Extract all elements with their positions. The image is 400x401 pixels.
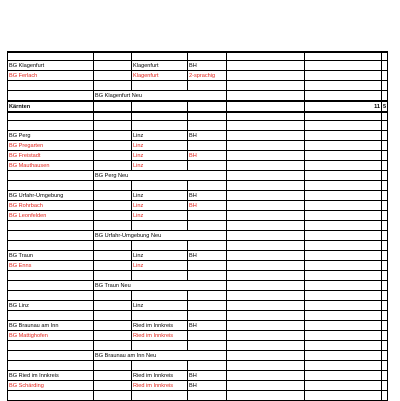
merged-court-row [8, 281, 388, 291]
empty-cell [94, 112, 132, 121]
empty-cell [188, 81, 227, 91]
empty-cell [227, 271, 305, 281]
court-name-cell: BG Perg [8, 131, 94, 141]
blank-row [8, 271, 388, 281]
empty-cell [132, 391, 188, 401]
empty-cell [8, 281, 94, 291]
empty-cell [132, 121, 188, 131]
empty-cell [8, 52, 94, 61]
empty-cell [305, 311, 382, 321]
empty-cell [305, 291, 382, 301]
empty-cell [382, 231, 388, 241]
empty-cell [227, 361, 305, 371]
empty-cell [132, 241, 188, 251]
merged-court-cell [94, 281, 227, 291]
empty-cell [382, 391, 388, 401]
empty-cell [227, 241, 305, 251]
blank-row [8, 391, 388, 401]
empty-cell [382, 291, 388, 301]
empty-cell [382, 221, 388, 231]
empty-cell [305, 52, 382, 61]
section-gap-row [8, 52, 388, 61]
court-row [8, 381, 388, 391]
court-name-cell: BG Rohrbach [8, 201, 94, 211]
note-cell: BH [188, 321, 227, 331]
spacer-cell [94, 321, 132, 331]
merged-court-cell [94, 171, 227, 181]
count-cell: 5 [382, 101, 388, 112]
court-name-cell: BG Urfahr-Umgebung [8, 191, 94, 201]
empty-cell [227, 221, 305, 231]
empty-cell [382, 311, 388, 321]
empty-cell [227, 52, 305, 61]
value-cell [227, 371, 305, 381]
note-cell [188, 141, 227, 151]
court-name-cell: BG Klagenfurt [8, 61, 94, 71]
court-name-cell: BG Leonfelden [8, 211, 94, 221]
spacer-cell [94, 331, 132, 341]
court-name-cell: BG Schärding [8, 381, 94, 391]
merged-court-row [8, 351, 388, 361]
empty-cell [132, 361, 188, 371]
empty-cell [188, 241, 227, 251]
spacer-cell [94, 211, 132, 221]
count-cell [382, 201, 388, 211]
count-cell [305, 371, 382, 381]
note-cell [188, 161, 227, 171]
count-cell [382, 191, 388, 201]
empty-cell [382, 181, 388, 191]
value-cell [227, 201, 305, 211]
empty-cell [227, 341, 305, 351]
value-cell [227, 261, 305, 271]
merged-court-label: BG Klagenfurt Neu [95, 93, 142, 99]
empty-cell [188, 221, 227, 231]
empty-cell [382, 171, 388, 181]
merged-court-cell [94, 351, 227, 361]
empty-cell [382, 351, 388, 361]
empty-cell [94, 291, 132, 301]
court-row [8, 201, 388, 211]
count-cell [382, 61, 388, 71]
count-cell [305, 261, 382, 271]
empty-cell [132, 81, 188, 91]
count-cell [382, 261, 388, 271]
blank-row [8, 311, 388, 321]
value-cell [227, 251, 305, 261]
count-cell [305, 211, 382, 221]
empty-cell [94, 181, 132, 191]
blank-row [8, 181, 388, 191]
value-cell [227, 211, 305, 221]
spacer-cell [94, 161, 132, 171]
count-cell [305, 131, 382, 141]
merged-court-cell [94, 231, 227, 241]
empty-cell [188, 112, 227, 121]
note-cell: BH [188, 381, 227, 391]
spacer-cell [94, 61, 132, 71]
empty-cell [305, 351, 382, 361]
empty-cell [382, 361, 388, 371]
empty-cell [382, 271, 388, 281]
court-name-cell: BG Ferlach [8, 71, 94, 81]
empty-cell [382, 52, 388, 61]
empty-cell [227, 112, 305, 121]
count-cell [382, 381, 388, 391]
value-cell [227, 101, 305, 112]
count-cell [305, 151, 382, 161]
empty-cell [8, 341, 94, 351]
empty-cell [227, 351, 305, 361]
empty-cell [227, 121, 305, 131]
region-cell: Klagenfurt [132, 71, 188, 81]
court-name-cell: BG Ried im Innkreis [8, 371, 94, 381]
value-cell [227, 61, 305, 71]
blank-row [8, 241, 388, 251]
empty-cell [227, 311, 305, 321]
count-cell [305, 141, 382, 151]
empty-cell [8, 391, 94, 401]
empty-cell [188, 391, 227, 401]
empty-cell [132, 52, 188, 61]
note-cell: BH [188, 191, 227, 201]
empty-cell [382, 81, 388, 91]
empty-cell [94, 271, 132, 281]
value-cell [227, 331, 305, 341]
court-row [8, 71, 388, 81]
count-cell [382, 211, 388, 221]
note-cell [188, 301, 227, 311]
empty-cell [188, 291, 227, 301]
empty-cell [8, 112, 94, 121]
region-cell: Linz [132, 301, 188, 311]
spacer-cell [94, 141, 132, 151]
note-cell [188, 211, 227, 221]
count-cell [382, 251, 388, 261]
court-row [8, 251, 388, 261]
empty-cell [382, 241, 388, 251]
region-cell: Linz [132, 151, 188, 161]
blank-row [8, 291, 388, 301]
count-cell [382, 161, 388, 171]
empty-cell [94, 221, 132, 231]
count-cell [382, 141, 388, 151]
empty-cell [188, 52, 227, 61]
empty-cell [305, 341, 382, 351]
empty-cell [8, 291, 94, 301]
empty-cell [227, 181, 305, 191]
court-name-cell: BG Enns [8, 261, 94, 271]
court-name-cell: BG Traun [8, 251, 94, 261]
empty-cell [132, 112, 188, 121]
empty-cell [94, 361, 132, 371]
empty-cell [132, 271, 188, 281]
empty-cell [132, 221, 188, 231]
count-cell: 11 [305, 101, 382, 112]
empty-cell [94, 341, 132, 351]
merged-court-label: BG Urfahr-Umgebung Neu [95, 233, 162, 239]
note-cell: BH [188, 251, 227, 261]
merged-court-cell [94, 91, 227, 102]
empty-cell [382, 112, 388, 121]
empty-cell [8, 241, 94, 251]
note-cell: BH [188, 151, 227, 161]
value-cell [227, 301, 305, 311]
note-cell [188, 101, 227, 112]
court-row [8, 301, 388, 311]
value-cell [227, 161, 305, 171]
empty-cell [132, 181, 188, 191]
empty-cell [227, 91, 305, 102]
empty-cell [227, 81, 305, 91]
blank-row [8, 361, 388, 371]
note-cell [188, 331, 227, 341]
empty-cell [8, 231, 94, 241]
empty-cell [305, 171, 382, 181]
spacer-cell [94, 131, 132, 141]
note-cell: BH [188, 371, 227, 381]
court-name-cell: BG Linz [8, 301, 94, 311]
blank-row [8, 81, 388, 91]
count-cell [382, 371, 388, 381]
empty-cell [305, 181, 382, 191]
value-cell [227, 131, 305, 141]
count-cell [305, 161, 382, 171]
region-cell: Ried im Innkreis [132, 381, 188, 391]
merged-court-label: BG Braunau am Inn Neu [95, 353, 157, 359]
empty-cell [8, 221, 94, 231]
empty-cell [188, 181, 227, 191]
value-cell [227, 321, 305, 331]
count-cell [305, 321, 382, 331]
court-row [8, 321, 388, 331]
empty-cell [305, 81, 382, 91]
empty-cell [188, 311, 227, 321]
count-cell [382, 301, 388, 311]
region-cell: Linz [132, 191, 188, 201]
empty-cell [94, 391, 132, 401]
spacer-cell [94, 71, 132, 81]
spacer-cell [94, 191, 132, 201]
empty-cell [132, 291, 188, 301]
note-cell: BH [188, 201, 227, 211]
region-cell: Ried im Innkreis [132, 331, 188, 341]
merged-court-label: BG Traun Neu [95, 283, 131, 289]
empty-cell [8, 121, 94, 131]
spacer-cell [94, 151, 132, 161]
region-cell: Linz [132, 211, 188, 221]
empty-cell [305, 91, 382, 102]
value-cell [227, 151, 305, 161]
empty-cell [227, 231, 305, 241]
court-name-cell: BG Mauthausen [8, 161, 94, 171]
empty-cell [382, 281, 388, 291]
state-name-cell: Kärnten [8, 101, 94, 112]
note-cell: BH [188, 131, 227, 141]
court-row [8, 331, 388, 341]
region-cell: Ried im Innkreis [132, 321, 188, 331]
court-row [8, 161, 388, 171]
empty-cell [382, 121, 388, 131]
court-row [8, 261, 388, 271]
empty-cell [305, 241, 382, 251]
empty-cell [227, 391, 305, 401]
note-cell: 2-sprachig [188, 71, 227, 81]
empty-cell [8, 351, 94, 361]
merged-court-row [8, 91, 388, 102]
merged-court-row [8, 171, 388, 181]
empty-cell [8, 271, 94, 281]
count-cell [382, 331, 388, 341]
note-cell [188, 261, 227, 271]
empty-cell [305, 221, 382, 231]
count-cell [382, 321, 388, 331]
court-name-cell: BG Pregarten [8, 141, 94, 151]
court-row [8, 191, 388, 201]
blank-row [8, 341, 388, 351]
empty-cell [305, 361, 382, 371]
empty-cell [382, 341, 388, 351]
merged-court-row [8, 231, 388, 241]
count-cell [305, 61, 382, 71]
region-cell: Linz [132, 201, 188, 211]
spacer-cell [94, 101, 132, 112]
value-cell [227, 191, 305, 201]
empty-cell [94, 81, 132, 91]
court-name-cell: BG Freistadt [8, 151, 94, 161]
spacer-cell [94, 371, 132, 381]
court-row [8, 211, 388, 221]
court-row [8, 131, 388, 141]
empty-cell [227, 171, 305, 181]
empty-cell [382, 91, 388, 102]
spacer-cell [94, 201, 132, 211]
spacer-cell [94, 301, 132, 311]
value-cell [227, 141, 305, 151]
court-row [8, 61, 388, 71]
count-cell [305, 191, 382, 201]
empty-cell [305, 121, 382, 131]
empty-cell [8, 81, 94, 91]
empty-cell [132, 311, 188, 321]
count-cell [305, 251, 382, 261]
count-cell [382, 131, 388, 141]
region-cell [132, 101, 188, 112]
spacer-cell [94, 381, 132, 391]
empty-cell [305, 231, 382, 241]
region-cell: Ried im Innkreis [132, 371, 188, 381]
count-cell [305, 201, 382, 211]
note-cell: BH [188, 61, 227, 71]
empty-cell [305, 112, 382, 121]
region-cell: Linz [132, 251, 188, 261]
region-cell: Linz [132, 131, 188, 141]
empty-cell [188, 361, 227, 371]
empty-cell [132, 341, 188, 351]
empty-cell [94, 121, 132, 131]
empty-cell [8, 361, 94, 371]
empty-cell [305, 391, 382, 401]
count-cell [382, 151, 388, 161]
blank-row [8, 221, 388, 231]
count-cell [305, 331, 382, 341]
empty-cell [227, 291, 305, 301]
court-name-cell: BG Mattighofen [8, 331, 94, 341]
value-cell [227, 381, 305, 391]
empty-cell [94, 241, 132, 251]
count-cell [305, 381, 382, 391]
empty-cell [227, 281, 305, 291]
empty-cell [188, 121, 227, 131]
blank-row [8, 121, 388, 131]
empty-cell [305, 271, 382, 281]
court-row [8, 371, 388, 381]
empty-cell [8, 91, 94, 102]
empty-cell [188, 271, 227, 281]
court-table-body [8, 52, 388, 401]
state-total-row [8, 101, 388, 112]
court-table [7, 51, 388, 401]
merged-court-label: BG Perg Neu [95, 173, 129, 179]
court-name-cell: BG Braunau am Inn [8, 321, 94, 331]
court-row [8, 151, 388, 161]
spacer-cell [94, 261, 132, 271]
spacer-cell [94, 251, 132, 261]
region-cell: Linz [132, 161, 188, 171]
empty-cell [94, 311, 132, 321]
region-cell: Linz [132, 261, 188, 271]
value-cell [227, 71, 305, 81]
empty-cell [188, 341, 227, 351]
empty-cell [8, 171, 94, 181]
region-cell: Klagenfurt [132, 61, 188, 71]
section-gap-row [8, 112, 388, 121]
region-cell: Linz [132, 141, 188, 151]
court-row [8, 141, 388, 151]
empty-cell [94, 52, 132, 61]
empty-cell [8, 181, 94, 191]
empty-cell [8, 311, 94, 321]
count-cell [305, 71, 382, 81]
empty-cell [305, 281, 382, 291]
count-cell [382, 71, 388, 81]
count-cell [305, 301, 382, 311]
